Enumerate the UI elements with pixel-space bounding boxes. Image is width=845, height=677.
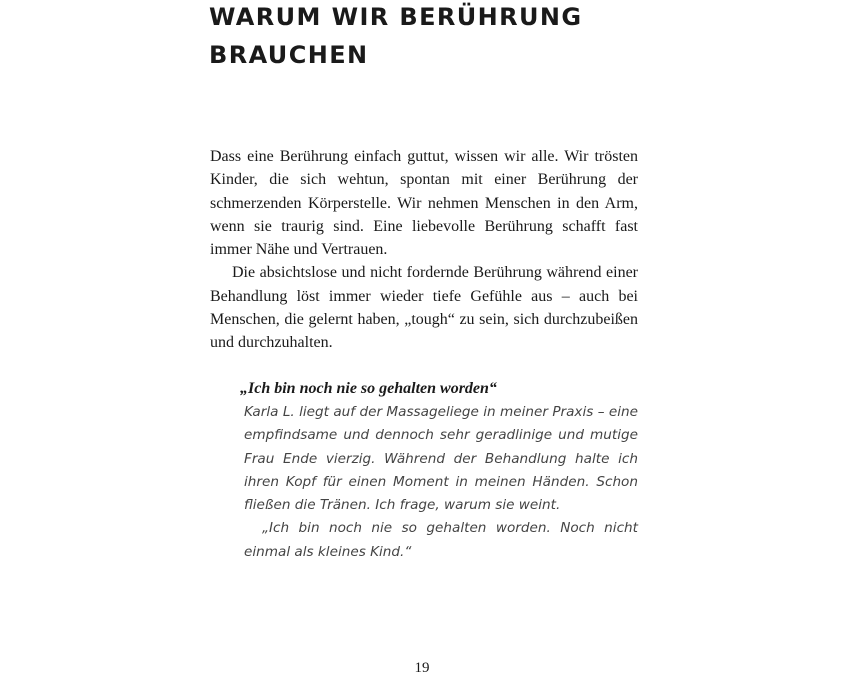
case-example-paragraph-2: „Ich bin noch nie so gehalten worden. Noch nicht einmal als kleines Kind.“ (244, 520, 638, 560)
case-example-text (244, 401, 638, 564)
chapter-title-line-2: BRAUCHEN (209, 41, 369, 69)
page-number: 19 (414, 660, 430, 676)
body-paragraph-2: Die absichtslose und nicht fordernde Berührung während einer Behandlung löst immer wieder tiefe Gefühle aus – auch bei Menschen, die gelernt haben, „tough“ zu sein, sich durchzubeißen und durchzuhalten. (210, 264, 638, 352)
chapter-title-line-1: WARUM WIR BERÜHRUNG (209, 3, 583, 31)
case-example-box (240, 378, 638, 564)
body-paragraph-1: Dass eine Berührung einfach guttut, wissen wir alle. Wir trösten Kinder, die sich wehtun, spontan mit einer Berührung der schmerzenden Körperstelle. Wir nehmen Menschen in den Arm, wenn sie traurig sind. Eine liebevolle Berührung schafft fast immer Nähe und Vertrauen. (210, 148, 638, 259)
chapter-title (209, 0, 649, 74)
body-text (210, 145, 638, 355)
case-example-paragraph-1: Karla L. liegt auf der Massageliege in meiner Praxis – eine empfindsame und dennoch sehr geradlinige und mutige Frau Ende vierzig. Während der Behandlung halte ich ihren Kopf für einen Moment in meinen Händen. Schon fließen die Tränen. Ich frage, warum sie weint. (244, 404, 638, 514)
case-example-heading: „Ich bin noch nie so gehalten worden“ (240, 380, 497, 397)
